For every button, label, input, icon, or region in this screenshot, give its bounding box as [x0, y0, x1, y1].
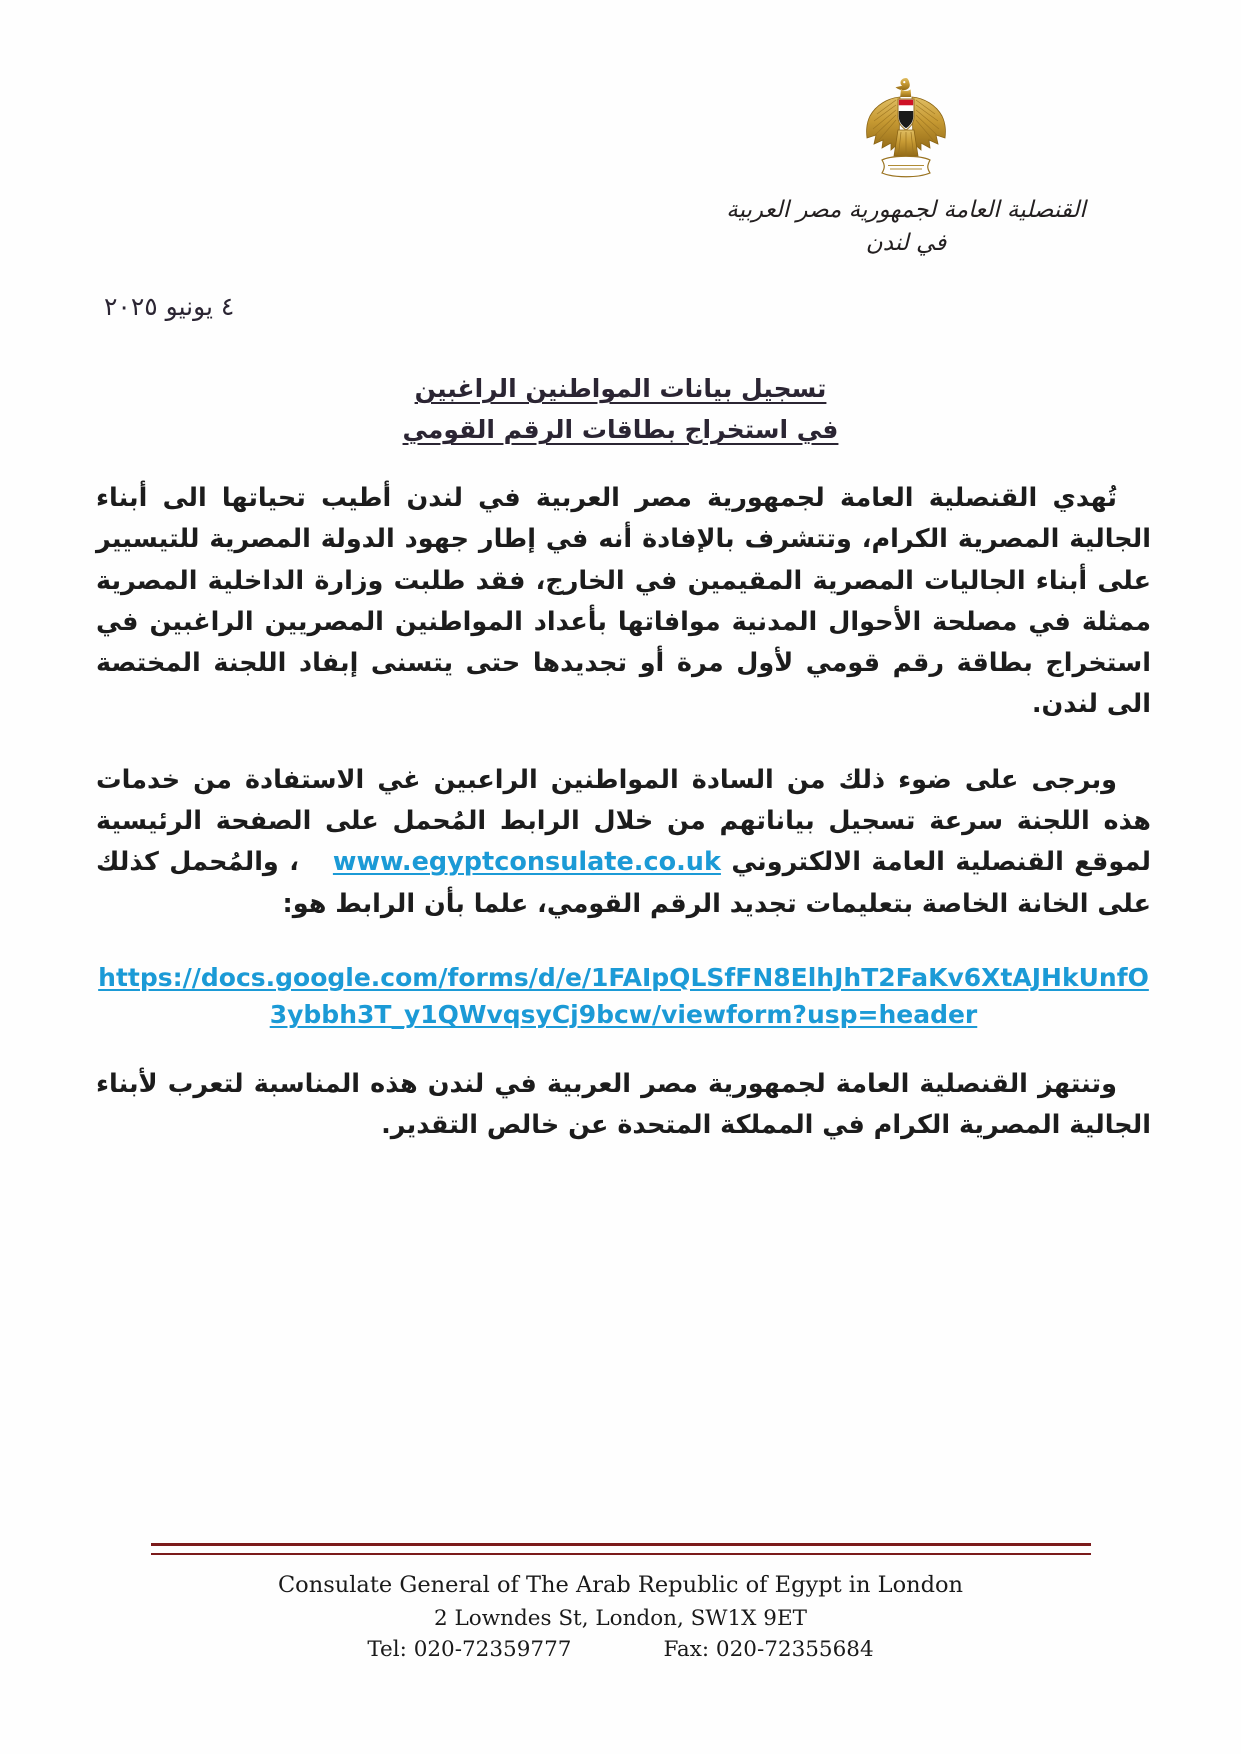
- document-date: ٤ يونيو ٢٠٢٥: [104, 292, 235, 321]
- google-form-link-block: [96, 959, 1151, 1034]
- footer-telephone: Tel: 020-72359777: [367, 1637, 572, 1662]
- footer-fax: Fax: 020-72355684: [663, 1637, 874, 1662]
- organization-name-line1: القنصلية العامة لجمهورية مصر العربية: [726, 197, 1086, 223]
- paragraph-2-text-part2: ، والمُحمل كذلك على الخانة الخاصة بتعليمات تجديد الرقم القومي، علما بأن الرابط هو:: [96, 847, 1151, 919]
- title-line-2: في استخراج بطاقات الرقم القومي: [402, 415, 839, 445]
- egypt-eagle-of-saladin-emblem: [860, 72, 952, 180]
- paragraph-2-text-part1: وبرجى على ضوء ذلك من السادة المواطنين الراعبين غي الاستفادة من خدمات هذه اللجنة سرعة تسجيل بياناتهم من خلال الرابط المُحمل على الصفحة الرئيسية لموقع القنصلية العامة الالكتروني: [96, 764, 1151, 878]
- footer-contact: [0, 1637, 1241, 1662]
- title-line-1: تسجيل بيانات المواطنين الراغبين: [414, 374, 827, 403]
- footer: [0, 1543, 1241, 1662]
- footer-consulate-name: Consulate General of The Arab Republic of Egypt in London: [277, 1572, 964, 1598]
- document-title: [0, 368, 1241, 451]
- consulate-website-link[interactable]: www.egyptconsulate.co.uk: [332, 847, 721, 878]
- google-form-link[interactable]: https://docs.google.com/forms/d/e/1FAIpQLSfFN8ElhJhT2FaKv6XtAJHkUnfO3ybbh3T_y1QWvqsyCj9bcw/viewform?usp=header: [98, 962, 1149, 1030]
- footer-divider-rule: [151, 1543, 1091, 1555]
- paragraph-1: تُهدي القنصلية العامة لجمهورية مصر العربية في لندن أطيب تحياتها الى أبناء الجالية المصرية الكرام، وتتشرف بالإفادة أنه في إطار جهود الدولة المصرية للتيسيير على أبناء الجاليات المصرية المقيمين في الخارج، فقد طلبت وزارة الداخلية المصرية ممثلة في مصلحة الأحوال المدنية موافاتها بأعداد المواطنين المصريين الراغبين في استخراج بطاقة رقم قومي لأول مرة أو تجديدها حتى يتسنى إبفاد اللجنة المختصة الى لندن.: [96, 483, 1151, 720]
- paragraph-2: [96, 760, 1151, 925]
- organization-name-line2: في لندن: [865, 229, 947, 256]
- document-body: [96, 478, 1151, 1181]
- paragraph-3: وتنتهز القنصلية العامة لجمهورية مصر العربية في لندن هذه المناسبة لتعرب لأبناء الجالية المصرية الكرام في المملكة المتحدة عن خالص التقدير.: [96, 1068, 1151, 1141]
- footer-address: 2 Lowndes St, London, SW1X 9ET: [433, 1605, 808, 1631]
- letterhead: [676, 72, 1136, 259]
